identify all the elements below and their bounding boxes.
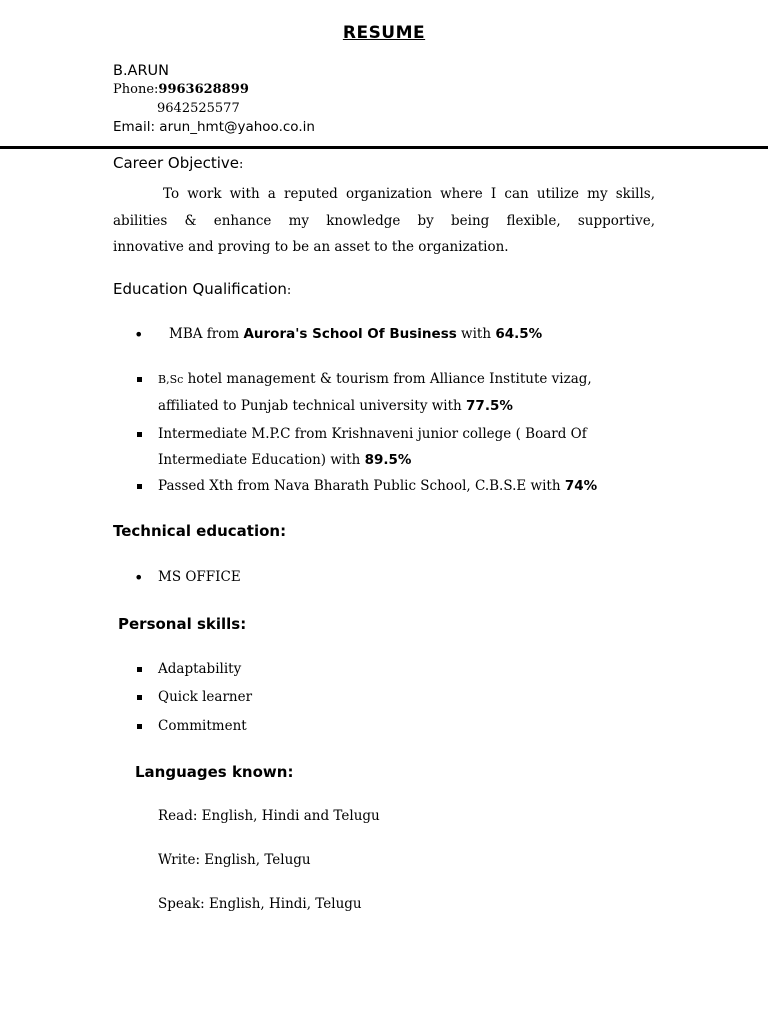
- education-item-inter-line2: [158, 452, 411, 468]
- bullet-square-icon: [137, 432, 142, 437]
- technical-item-ms-office: MS OFFICE: [158, 569, 241, 585]
- languages-heading: Languages known:: [135, 763, 294, 781]
- education-heading-colon: :: [286, 283, 292, 298]
- personal-skills-heading: Personal skills:: [118, 615, 247, 633]
- candidate-name: B.ARUN: [113, 63, 170, 79]
- inter-score: 89.5%: [364, 452, 412, 468]
- email-label: Email:: [113, 119, 160, 135]
- education-item-mba: [169, 326, 542, 342]
- education-item-bsc-line2: [158, 398, 513, 414]
- skill-item: Adaptability: [158, 661, 242, 677]
- education-item-bsc-line1: [158, 371, 592, 387]
- email-address: arun_hmt@yahoo.co.in: [159, 119, 315, 135]
- career-objective-heading: [113, 154, 243, 172]
- mba-with: with: [456, 326, 496, 342]
- career-line-1: To work with a reputed organization where I can utilize my skills,: [163, 186, 655, 202]
- phone-primary: 9963628899: [158, 82, 249, 97]
- education-heading-text: Education Qualification: [113, 280, 287, 298]
- xth-line: Passed Xth from Nava Bharath Public School, C.B.S.E with: [158, 478, 565, 494]
- language-write: Write: English, Telugu: [158, 852, 311, 868]
- mba-prefix: MBA from: [169, 326, 244, 342]
- bullet-square-icon: [137, 695, 142, 700]
- mba-score: 64.5%: [495, 326, 543, 342]
- phone-line: [113, 82, 249, 97]
- bullet-dot-icon: •: [134, 568, 144, 587]
- bsc-lead: B,Sc: [158, 373, 184, 386]
- header-divider: [0, 146, 768, 149]
- career-line-3: innovative and proving to be an asset to the organization.: [113, 239, 509, 255]
- technical-heading: [113, 522, 286, 540]
- mba-school: Aurora's School Of Business: [243, 326, 457, 342]
- career-heading-text: Career Objective: [113, 154, 240, 172]
- bullet-square-icon: [137, 724, 142, 729]
- inter-line2: Intermediate Education) with: [158, 452, 365, 468]
- phone-label: Phone:: [113, 82, 159, 97]
- document-title: RESUME: [342, 23, 426, 43]
- bsc-line2: affiliated to Punjab technical university with: [158, 398, 467, 414]
- bullet-square-icon: [137, 667, 142, 672]
- education-heading: [113, 280, 291, 298]
- bullet-square-icon: [137, 377, 142, 382]
- career-objective-paragraph: [113, 181, 655, 261]
- bullet-square-icon: [137, 484, 142, 489]
- career-heading-colon: :: [239, 157, 244, 172]
- skill-item: Quick learner: [158, 689, 253, 705]
- career-line-2: abilities & enhance my knowledge by being flexible, supportive,: [113, 212, 655, 229]
- education-item-inter-line1: Intermediate M.P.C from Krishnaveni junior college ( Board Of: [158, 426, 587, 442]
- bsc-score: 77.5%: [466, 398, 513, 414]
- skill-item: Commitment: [158, 718, 247, 734]
- technical-heading-text: Technical education:: [113, 522, 287, 540]
- email-line: [113, 119, 315, 135]
- phone-secondary: 9642525577: [157, 101, 240, 116]
- language-speak: Speak: English, Hindi, Telugu: [158, 896, 362, 912]
- xth-score: 74%: [564, 478, 598, 494]
- education-item-xth: [158, 478, 597, 494]
- bullet-dot-icon: •: [134, 325, 144, 344]
- language-read: Read: English, Hindi and Telugu: [158, 808, 380, 824]
- bsc-line1-rest: hotel management & tourism from Alliance Institute vizag,: [183, 371, 592, 387]
